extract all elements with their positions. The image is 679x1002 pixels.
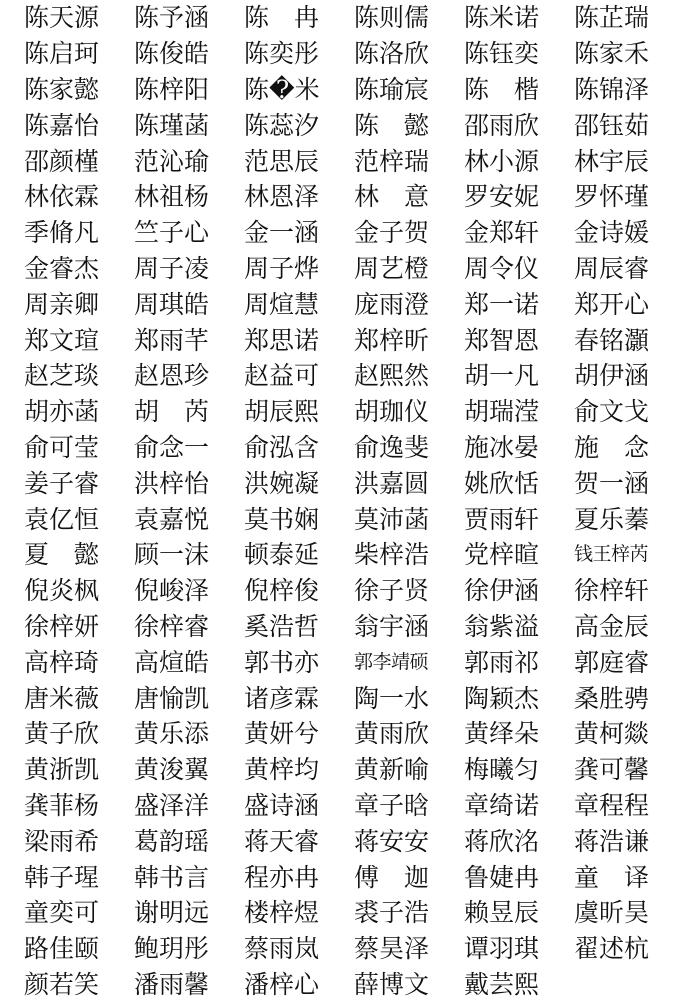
student-name: 洪嘉圆: [354, 468, 430, 498]
student-name: 陈 懿: [354, 110, 430, 140]
student-name: 姜子睿: [24, 468, 100, 498]
student-name: 范梓瑞: [354, 146, 430, 176]
student-name: 胡辰熙: [244, 397, 320, 427]
student-name: 虞昕昊: [574, 898, 650, 928]
student-name: 谢明远: [134, 898, 210, 928]
student-name: 金子贺: [354, 218, 430, 248]
student-name: 章子晗: [354, 790, 430, 820]
student-name: 陈钰奕: [464, 39, 540, 69]
student-name: 郑梓昕: [354, 325, 430, 355]
student-name: 季脩凡: [24, 218, 100, 248]
student-name: 党梓暄: [464, 540, 540, 570]
student-name: 姚欣恬: [464, 468, 540, 498]
student-name: 莫书娴: [244, 504, 320, 534]
student-name: 徐梓轩: [574, 576, 650, 606]
student-name: 夏乐蓁: [574, 504, 650, 534]
student-name: 潘梓心: [244, 969, 320, 999]
student-name: 楼梓煜: [244, 898, 320, 928]
student-name: 罗安妮: [464, 182, 540, 212]
student-name: 胡亦菡: [24, 397, 100, 427]
student-name: 龚菲杨: [24, 790, 100, 820]
student-name: 郑智恩: [464, 325, 540, 355]
student-name: 黄妍兮: [244, 719, 320, 749]
student-name: 金一涵: [244, 218, 320, 248]
student-name: 倪炎枫: [24, 576, 100, 606]
student-name: 郑思诺: [244, 325, 320, 355]
student-name: 黄浙凯: [24, 755, 100, 785]
student-name: 傅 迦: [354, 862, 430, 892]
student-name: 周令仪: [464, 253, 540, 283]
student-name: 韩书言: [134, 862, 210, 892]
student-name: 黄柯燚: [574, 719, 650, 749]
student-name: 洪婉凝: [244, 468, 320, 498]
student-name: 贺一涵: [574, 468, 650, 498]
student-name: 陈梓阳: [134, 74, 210, 104]
student-name: 胡一凡: [464, 361, 540, 391]
student-name: 陈启珂: [24, 39, 100, 69]
student-name: 程亦冉: [244, 862, 320, 892]
student-name: 翁紫溢: [464, 611, 540, 641]
student-name: 路佳颐: [24, 934, 100, 964]
student-name: 黄乐添: [134, 719, 210, 749]
student-name: 龚可馨: [574, 755, 650, 785]
student-name: 高梓琦: [24, 647, 100, 677]
student-name: 罗怀瑾: [574, 182, 650, 212]
student-name: 章程程: [574, 790, 650, 820]
student-name: 俞可莹: [24, 432, 100, 462]
student-name: 郭书亦: [244, 647, 320, 677]
student-name: 戴芸熙: [464, 969, 540, 999]
student-name: 蔡雨岚: [244, 934, 320, 964]
student-name: 唐米薇: [24, 683, 100, 713]
student-name: 陈洛欣: [354, 39, 430, 69]
student-name: 蒋欣洺: [464, 826, 540, 856]
student-name: 潘雨馨: [134, 969, 210, 999]
student-name: 黄绎朵: [464, 719, 540, 749]
student-name: 陈蕊汐: [244, 110, 320, 140]
student-name: 陈米诺: [464, 3, 540, 33]
student-name: 唐愉凯: [134, 683, 210, 713]
student-name: 陈 冉: [244, 3, 320, 33]
student-name: 顿泰延: [244, 540, 320, 570]
student-name: 郭雨祁: [464, 647, 540, 677]
student-name: 林祖杨: [134, 182, 210, 212]
student-name: 黄新喻: [354, 755, 430, 785]
student-name: 赵芝琰: [24, 361, 100, 391]
student-name: 陈俊皓: [134, 39, 210, 69]
student-name: 章绮诺: [464, 790, 540, 820]
student-name: 郑文瑄: [24, 325, 100, 355]
student-name: 童奕可: [24, 898, 100, 928]
student-name: 俞泓含: [244, 432, 320, 462]
student-name: 倪梓俊: [244, 576, 320, 606]
student-name: 夏 懿: [24, 540, 100, 570]
student-name: 钱王梓芮: [574, 543, 649, 566]
student-name: 陈则儒: [354, 3, 430, 33]
student-name: 陈家禾: [574, 39, 650, 69]
student-name: 徐梓妍: [24, 611, 100, 641]
name-grid: [24, 0, 674, 1002]
student-name: 陈�米: [244, 74, 320, 104]
student-name: 郭庭睿: [574, 647, 650, 677]
student-name: 高金辰: [574, 611, 650, 641]
student-name: 周煊慧: [244, 289, 320, 319]
student-name: 葛韵瑶: [134, 826, 210, 856]
student-name: 薛博文: [354, 969, 430, 999]
student-name: 顾一沫: [134, 540, 210, 570]
student-name: 莫沛菡: [354, 504, 430, 534]
student-name: 施 念: [574, 432, 650, 462]
student-name: 陈家懿: [24, 74, 100, 104]
student-name: 林小源: [464, 146, 540, 176]
student-name: 周子凌: [134, 253, 210, 283]
student-name: 邵雨欣: [464, 110, 540, 140]
student-name: 竺子心: [134, 218, 210, 248]
student-name: 陈奕彤: [244, 39, 320, 69]
student-name: 黄浚翼: [134, 755, 210, 785]
student-name: 施冰晏: [464, 432, 540, 462]
student-name: 郑一诺: [464, 289, 540, 319]
student-name: 胡 芮: [134, 397, 210, 427]
student-name: 童 译: [574, 862, 650, 892]
student-name: 赵益可: [244, 361, 320, 391]
student-name: 陈锦泽: [574, 74, 650, 104]
student-name: 奚浩哲: [244, 611, 320, 641]
student-name: 徐伊涵: [464, 576, 540, 606]
student-name: 高煊皓: [134, 647, 210, 677]
student-name: 俞文戈: [574, 397, 650, 427]
student-name: 颜若笑: [24, 969, 100, 999]
student-name: 陈天源: [24, 3, 100, 33]
student-name: 周子烨: [244, 253, 320, 283]
student-name: 胡伊涵: [574, 361, 650, 391]
student-name: 范思辰: [244, 146, 320, 176]
student-name: 陈嘉怡: [24, 110, 100, 140]
student-name: 翁宇涵: [354, 611, 430, 641]
student-name: 胡珈仪: [354, 397, 430, 427]
student-name: 范沁瑜: [134, 146, 210, 176]
student-name: 鲁婕冉: [464, 862, 540, 892]
student-name: 周辰睿: [574, 253, 650, 283]
student-name: 邵钰茹: [574, 110, 650, 140]
student-name: 周艺橙: [354, 253, 430, 283]
student-name: 庞雨澄: [354, 289, 430, 319]
student-name: 邵颜槿: [24, 146, 100, 176]
student-name: 柴梓浩: [354, 540, 430, 570]
student-name: 盛诗涵: [244, 790, 320, 820]
student-name: 金诗媛: [574, 218, 650, 248]
student-name: 诸彦霖: [244, 683, 320, 713]
student-name: 陈 楷: [464, 74, 540, 104]
student-name: 陈瑾菡: [134, 110, 210, 140]
student-name: 林 意: [354, 182, 430, 212]
student-name: 林宇辰: [574, 146, 650, 176]
student-name: 陈予涵: [134, 3, 210, 33]
student-name: 春铭灝: [574, 325, 650, 355]
student-name: 郑雨芊: [134, 325, 210, 355]
student-name: 俞念一: [134, 432, 210, 462]
student-name: 陈瑜宸: [354, 74, 430, 104]
student-name: 袁亿恒: [24, 504, 100, 534]
student-name: 陶颖杰: [464, 683, 540, 713]
student-name: 盛泽洋: [134, 790, 210, 820]
student-name: 鲍玥彤: [134, 934, 210, 964]
student-name: 贾雨轩: [464, 504, 540, 534]
student-name: 韩子瑆: [24, 862, 100, 892]
student-name: 梅曦匀: [464, 755, 540, 785]
student-name: 翟述杭: [574, 934, 650, 964]
student-name: 林依霖: [24, 182, 100, 212]
student-name: 俞逸斐: [354, 432, 430, 462]
student-name: 蒋安安: [354, 826, 430, 856]
student-name: 梁雨希: [24, 826, 100, 856]
student-name: 赵熙然: [354, 361, 430, 391]
student-name: 洪梓怡: [134, 468, 210, 498]
student-name: 林恩泽: [244, 182, 320, 212]
student-name: 陶一水: [354, 683, 430, 713]
student-name: 陈芷瑞: [574, 3, 650, 33]
student-name: 蔡昊泽: [354, 934, 430, 964]
student-name: 桑胜骋: [574, 683, 650, 713]
student-name: 黄梓均: [244, 755, 320, 785]
student-name: 黄雨欣: [354, 719, 430, 749]
student-name: 赖昱辰: [464, 898, 540, 928]
student-name: 徐子贤: [354, 576, 430, 606]
student-name: 郭李靖硕: [354, 650, 429, 673]
student-name: 黄子欣: [24, 719, 100, 749]
student-name: 周亲卿: [24, 289, 100, 319]
student-name: 胡瑞滢: [464, 397, 540, 427]
student-name: 倪峻泽: [134, 576, 210, 606]
student-name: 周琪皓: [134, 289, 210, 319]
student-name: 袁嘉悦: [134, 504, 210, 534]
student-name: 裘子浩: [354, 898, 430, 928]
student-name: 蒋天睿: [244, 826, 320, 856]
student-name: 赵恩珍: [134, 361, 210, 391]
student-name: 谭羽琪: [464, 934, 540, 964]
student-name: 金睿杰: [24, 253, 100, 283]
student-name: 郑开心: [574, 289, 650, 319]
student-name: 蒋浩谦: [574, 826, 650, 856]
student-name: 徐梓睿: [134, 611, 210, 641]
student-name: 金郑轩: [464, 218, 540, 248]
